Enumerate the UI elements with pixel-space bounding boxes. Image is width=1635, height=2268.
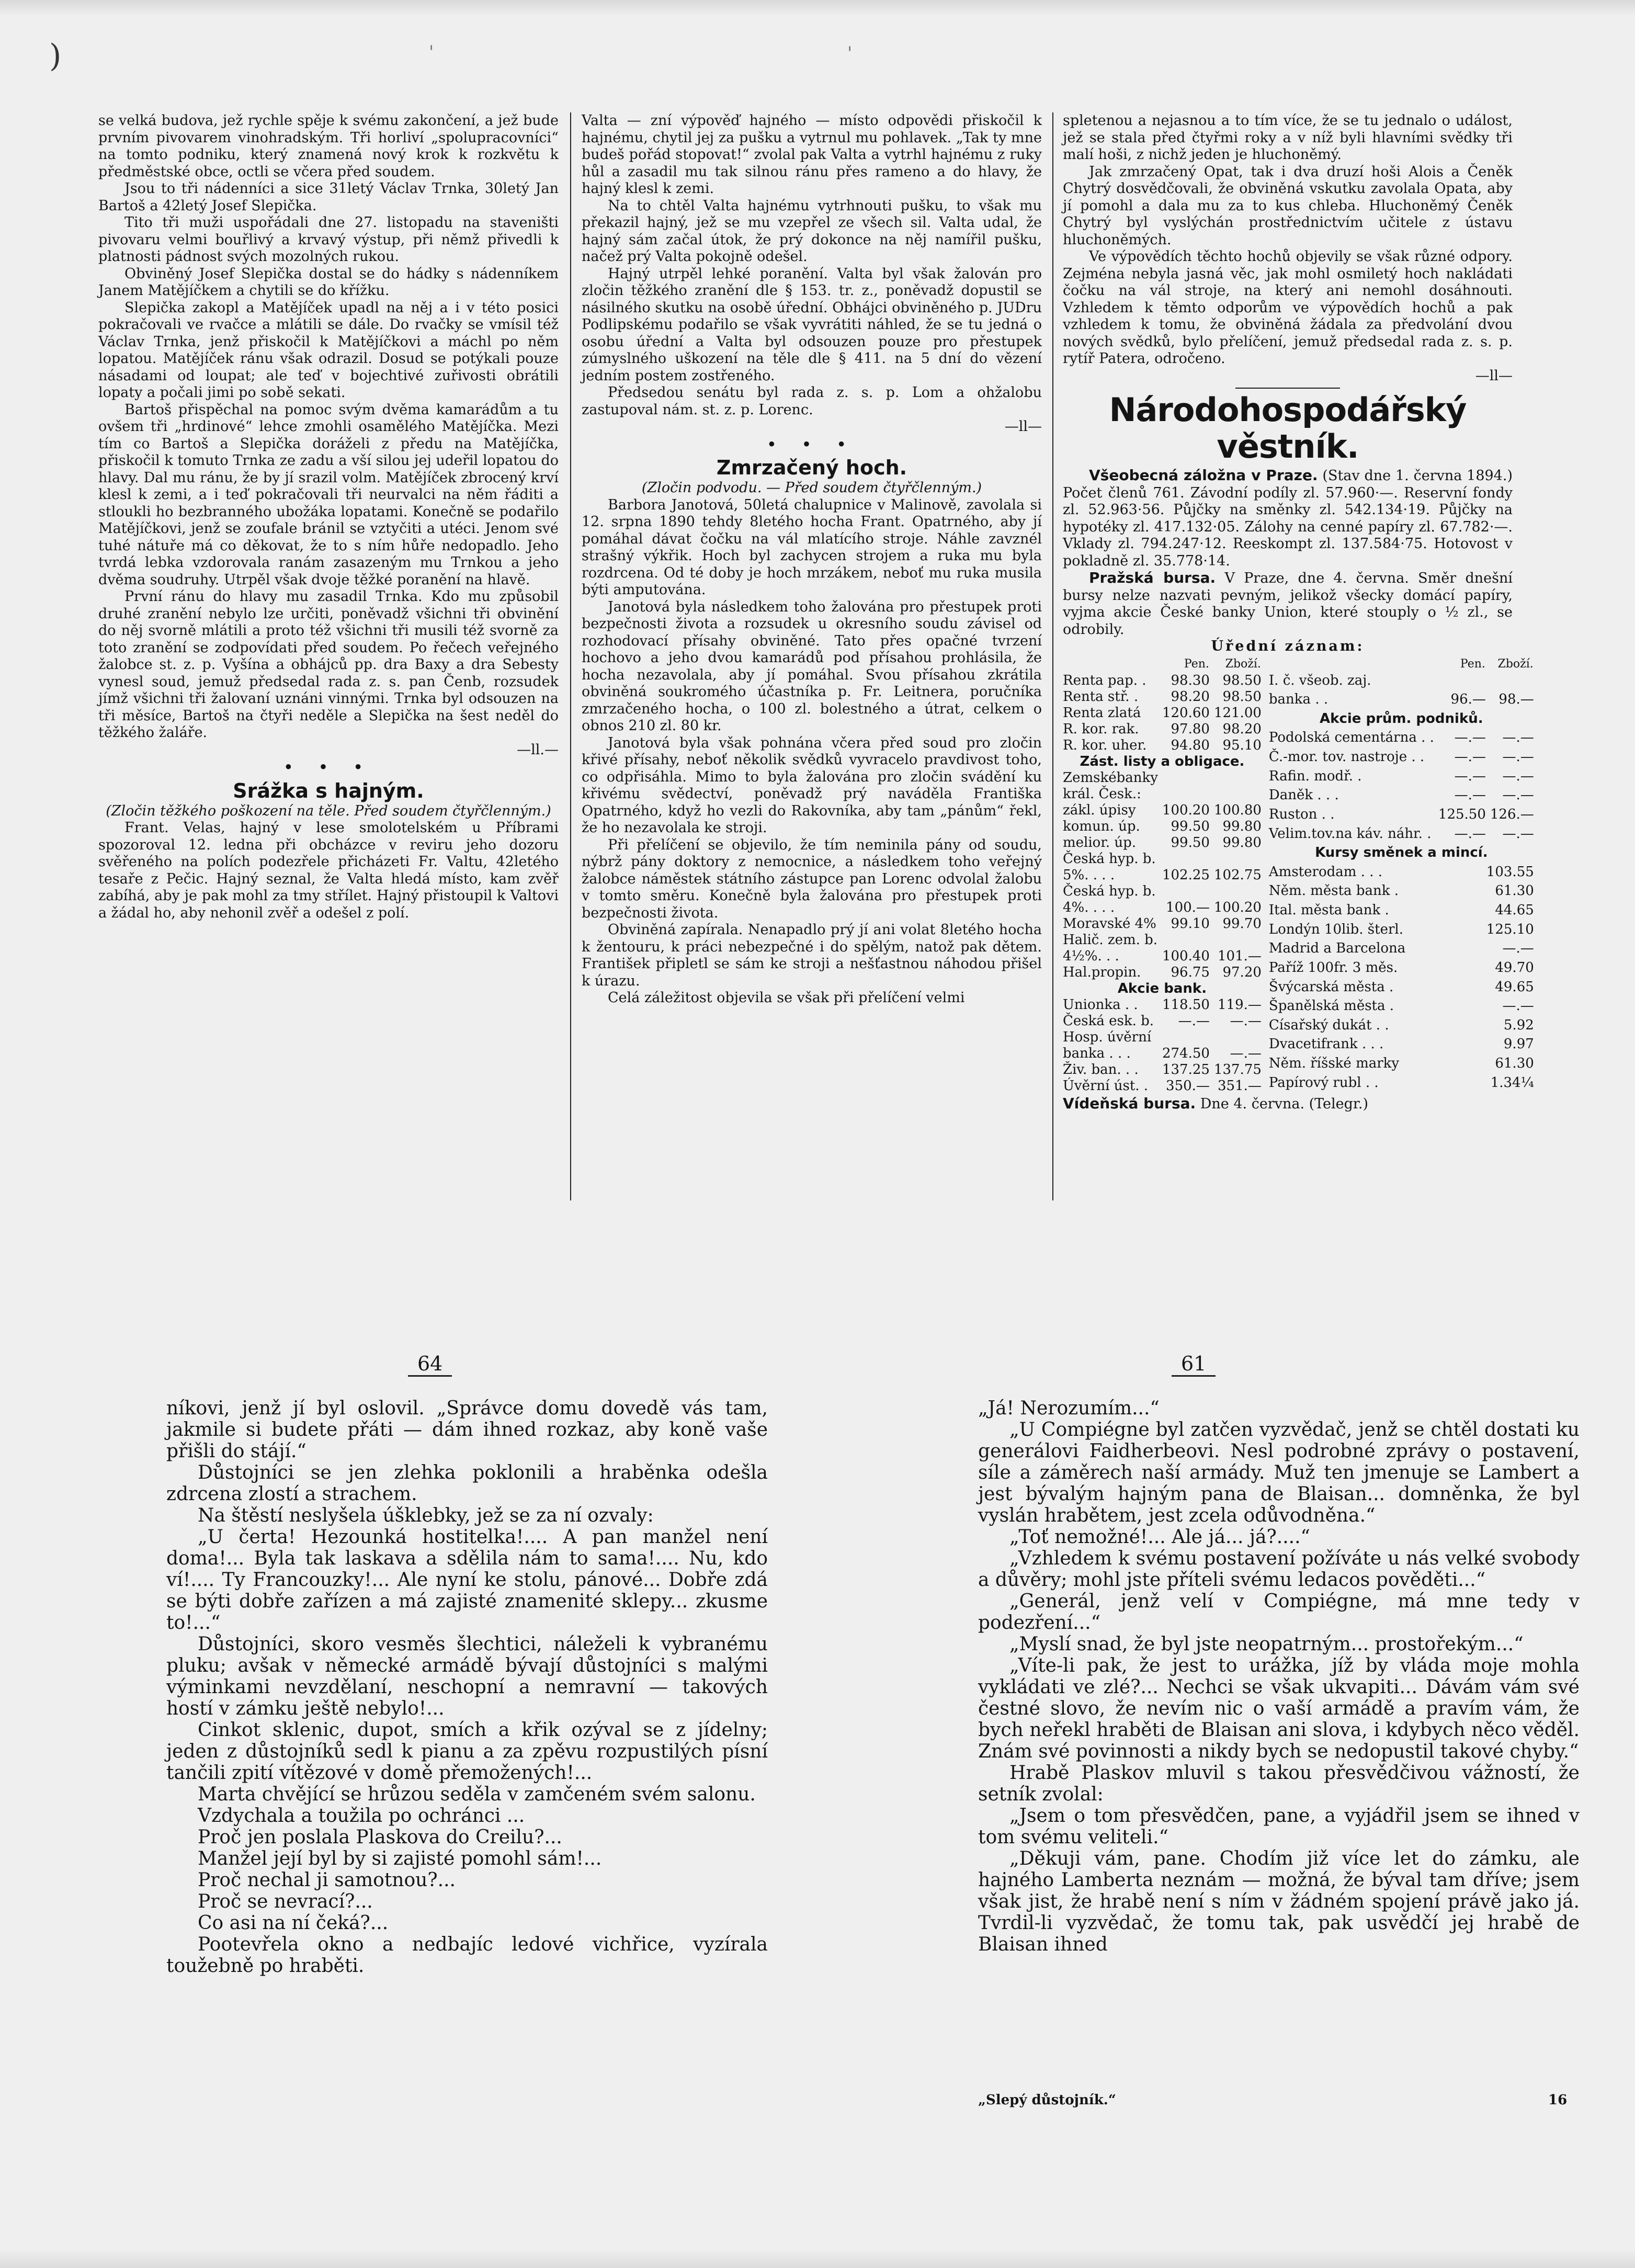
economy-paragraph — [1063, 1095, 1513, 1113]
author-signature: —ll— — [1004, 418, 1042, 435]
article-paragraph: Hajný utrpěl lehké poranění. Valta byl však žalován pro zločin těžkého zranění dle § 153. tr. z., poněvadž dopustil se násilného skutku na osobě úřední. Obhájci obviněného p. JUDru Podlipskému podařilo se však vyvrátiti náhled, že se tu jedná o osobu úřední a Valta byl odsouzen pouze pro přestupek zúmyslného uškození na těle dle § 411. na 5 dní do vězení jedním postem zostřeného. — [582, 265, 1042, 384]
column-header: Zboží. — [1497, 657, 1534, 671]
rate-name: Renta stř. . — [1063, 688, 1139, 705]
rates-row — [1063, 867, 1262, 883]
rate-zbozi: 351.— — [1218, 1078, 1262, 1094]
rates-row — [1269, 883, 1534, 902]
rates-row — [1063, 705, 1262, 721]
rates-row — [1269, 691, 1534, 711]
book-paragraph: Marta chvějící se hrůzou seděla v zamčeném svém salonu. — [198, 1784, 756, 1805]
rates-row — [1269, 1017, 1534, 1037]
rates-row — [1063, 721, 1262, 738]
rate-pen: 102.25 — [1162, 867, 1210, 883]
rates-row — [1063, 673, 1262, 689]
rate-value: 5.92 — [1503, 1017, 1534, 1033]
article-paragraph: Valta — zní výpověď hajného — místo odpovědi přiskočil k hajnému, chytil jej za pušku a vytrnul mu pohlavek. „Tak ty mne budeš pořád stopovat!“ zvolal pak Valta a vytrhl hajnému z ruky hůl a zasadil mu tak silnou ránu přes rameno a do hlavy, že hajný klesl k zemi. — [582, 112, 1042, 197]
book-paragraph: Důstojníci, skoro vesměs šlechtici, náleželi k vybranému pluku; avšak v německé armádě bývají důstojníci s malými výminkami nevzdělaní, neschopní a nemravní — takových hostí v zámku ještě nebylo!... — [166, 1634, 768, 1719]
rate-zbozi: 137.75 — [1213, 1061, 1262, 1078]
rate-zbozi: —.— — [1502, 730, 1534, 746]
author-signature: —ll.— — [517, 741, 559, 758]
book-paragraph: Manžel její byl by si zajisté pomohl sám!... — [198, 1848, 602, 1869]
rate-pen: 100.40 — [1162, 948, 1210, 964]
rate-zbozi — [1210, 786, 1262, 802]
rates-table-left — [1063, 655, 1262, 1094]
rates-category: Akcie prům. podniků. — [1320, 710, 1483, 727]
column-header: Pen. — [1460, 657, 1485, 671]
rate-pen — [1158, 786, 1210, 802]
book-paragraph: Na štěstí neslyšela úšklebky, jež se za ní ozvaly: — [198, 1505, 654, 1526]
rates-row — [1063, 883, 1262, 900]
economy-paragraph — [1063, 570, 1513, 638]
rate-pen: 118.50 — [1162, 996, 1210, 1013]
scan-mark: ' — [429, 42, 434, 63]
rates-row — [1063, 932, 1262, 948]
rate-pen — [1434, 673, 1486, 692]
rate-pen: —.— — [1454, 768, 1486, 784]
rate-value: 9.97 — [1503, 1036, 1534, 1052]
rate-zbozi: 100.80 — [1213, 802, 1262, 818]
rates-category: Zást. listy a obligace. — [1080, 753, 1245, 769]
rate-name: Papírový rubl . . — [1268, 1074, 1379, 1091]
rate-name: Unionka . . — [1063, 996, 1138, 1013]
rate-name: Ital. města bank . — [1268, 902, 1389, 918]
rate-name: Úvěrní úst. . — [1063, 1078, 1149, 1094]
article-paragraph: Na to chtěl Valta hajnému vytrhnouti pušku, to však mu překazil hajný, jež se mu vzepřel ze všech sil. Valta udal, že hajný sám začal útok, že prý dokonce na něj namířil pušku, načež prý Valta pokojně odešel. — [582, 197, 1042, 265]
book-paragraph: Proč nechal ji samotnou?... — [198, 1869, 456, 1891]
article-subheadline: (Zločin těžkého poškození na těle. Před soudem čtyřčlenným.) — [106, 802, 551, 819]
rate-zbozi: 99.80 — [1222, 834, 1262, 850]
rate-value: 49.70 — [1495, 959, 1534, 976]
book-paragraph: Proč se nevrací?... — [198, 1891, 373, 1912]
rate-name: Zemskébanky — [1063, 769, 1158, 786]
rate-zbozi: 98.50 — [1222, 688, 1262, 705]
rate-pen: 96.— — [1450, 691, 1486, 708]
rate-name: R. kor. uher. — [1063, 737, 1147, 753]
rate-zbozi: —.— — [1502, 787, 1534, 803]
article-headline: Zmrzačený hoch. — [716, 456, 907, 479]
rate-name: zákl. úpisy — [1063, 802, 1136, 818]
rates-category: Akcie bank. — [1117, 980, 1207, 996]
rates-row — [1063, 802, 1262, 819]
rate-name: Velim.tov.na káv. náhr. . — [1268, 825, 1432, 842]
rate-name: Renta pap. . — [1063, 672, 1146, 688]
book-paragraph: Vzdychala a toužila po ochránci ... — [198, 1805, 525, 1827]
rate-pen — [1158, 770, 1210, 786]
rate-name: Hal.propin. — [1063, 964, 1141, 980]
rate-zbozi: —.— — [1230, 1013, 1262, 1029]
rate-pen: —.— — [1454, 787, 1486, 803]
article-paragraph: Obviněný Josef Slepička dostal se do hádky s nádenníkem Janem Matějíčkem a chytili se do křížku. — [98, 265, 559, 299]
rates-row — [1063, 738, 1262, 754]
rate-zbozi: 97.20 — [1222, 964, 1262, 980]
article-paragraph: Slepička zakopl a Matějíček upadl na něj a i v této posici pokračovali ve rvačce a mlátili se dále. Do rvačky se vmísil též Václav Trnka, jenž přiskočil k Matějíčkovi a máchl po něm lopatou. Matějíček ránu však odrazil. Dosud se potýkali pouze násadami od loupat; ale teď v bojechtivé zuřivosti obrátili lopaty a počali jimi po sobě sekati. — [98, 299, 559, 401]
rate-value: 61.30 — [1495, 883, 1534, 899]
book-paragraph: „Děkuji vám, pane. Chodím již více let do zámku, ale hajného Lamberta neznám — možná, že býval tam dříve; jsem však jist, že hrabě není s ním v žádném spojení právě jako já. Tvrdil-li vyzvědač, že tomu tak, pak usvědčí jej hrabě de Blaisan ihned — [978, 1848, 1580, 1955]
rates-row — [1063, 997, 1262, 1013]
rates-row — [1269, 902, 1534, 922]
rates-heading: Úřední záznam: — [1211, 638, 1365, 654]
rates-row — [1063, 819, 1262, 835]
rate-zbozi: 99.80 — [1222, 818, 1262, 834]
economy-text: V Praze, dne 4. června. Směr dnešní bursy nelze nazvati pevným, jelikož všecky domácí papíry, vyjma akcie České banky Union, které stouply o ½ zl., se odrobily. — [1063, 570, 1513, 638]
rates-row — [1269, 807, 1534, 826]
rate-zbozi: 119.— — [1218, 996, 1262, 1013]
article-paragraph: Předsedou senátu byl rada z. s. p. Lom a ohžalobu zastupoval nám. st. z. p. Lorenc. — [582, 384, 1042, 418]
rate-zbozi — [1210, 932, 1262, 948]
rates-tables — [1063, 655, 1534, 1094]
book-footer-title: „Slepý důstojník.“ — [978, 2092, 1116, 2108]
rates-row — [1063, 1013, 1262, 1029]
rate-pen: 120.60 — [1162, 705, 1210, 721]
newspaper-column-1 — [98, 112, 559, 1200]
rate-pen — [1158, 932, 1210, 948]
rate-pen: 99.50 — [1171, 834, 1210, 850]
rate-name: Císařský dukát . . — [1268, 1017, 1389, 1033]
rate-zbozi: 101.— — [1218, 948, 1262, 964]
book-paragraph: Důstojníci se jen zlehka poklonili a hraběnka odešla zdrcena zlostí a strachem. — [166, 1462, 768, 1505]
rates-row — [1269, 998, 1534, 1017]
rates-row — [1269, 940, 1534, 960]
section-rule — [1235, 388, 1340, 389]
rate-value: 49.65 — [1495, 979, 1534, 995]
rate-zbozi — [1210, 1029, 1262, 1046]
author-signature: —ll— — [1475, 367, 1513, 384]
rates-row — [1063, 689, 1262, 705]
rate-value: 61.30 — [1495, 1056, 1534, 1072]
rates-row — [1269, 768, 1534, 788]
rates-category: Kursy směnek a mincí. — [1315, 845, 1488, 861]
book-paragraph: „Myslí snad, že byl jste neopatrným... prostořekým...“ — [1009, 1634, 1524, 1655]
rate-pen — [1158, 1029, 1210, 1046]
book-footer-number: 16 — [1548, 2092, 1568, 2108]
article-paragraph: Frant. Velas, hajný v lese smolotelském u Příbrami spozoroval 12. ledna při obcházce v reviru jeho dozoru svěřeného na polích podezřele přicházeti Fr. Valtu, 42letého tesaře z Pečic. Hajný seznal, že Valta hledá místo, kam zvěř zabíhá, aby je pak mohl za tmy střílet. Hajný přistoupil k Valtovi a žádal ho, aby nehonil zvěř a odešel z polí. — [98, 820, 559, 921]
rate-pen: —.— — [1454, 730, 1486, 746]
book-paragraph: „U Compiégne byl zatčen vyzvědač, jenž se chtěl dostati ku generálovi Faidherbeovi. Nesl podrobné zprávy o postavení, síle a záměrech naší armády. Muž ten jmenuje se Lambert a jest bývalým hajným pana de Blaisan... domněnka, že byl vyslán hrabětem, jest zcela odůvodněna.“ — [978, 1419, 1580, 1526]
rate-zbozi: —.— — [1502, 825, 1534, 842]
article-paragraph: První ránu do hlavy mu zasadil Trnka. Kdo mu způsobil druhé zranění nebylo lze určiti, poněvadž všichni tři obvinění do něj svorně mlátili a proto též všichni tři musili též svorně za toto zranění se zodpovídati před soudem. Po řečech veřejného žalobce st. z. p. Vyšína a obhájců pp. dra Baxy a dra Sebesty vynesl soud, jemuž předsedal rada z. s. pan Čenb, rozsudek jímž všichni tři žalovaní uznáni vinnými. Trnka byl odsouzen na tři měsíce, Bartoš na čtyři neděle a Slepička na šest neděl do těžkého žaláře. — [98, 588, 559, 741]
rates-row — [1269, 1036, 1534, 1056]
rate-zbozi: —.— — [1230, 1045, 1262, 1061]
column-divider — [570, 112, 571, 1200]
rate-name: Česká esk. b. — [1063, 1013, 1154, 1029]
article-paragraph: spletenou a nejasnou a to tím více, že se tu jednalo o událost, jež se stala před čtyřmi roky a v níž byli hlavními svědky tři malí hoši, z nichž jeden je hluchoněmý. — [1063, 112, 1513, 163]
rate-pen: 98.30 — [1171, 672, 1210, 688]
rate-name: komun. úp. — [1063, 818, 1140, 834]
rate-name: melior. úp. — [1063, 834, 1137, 850]
scan-mark: ) — [49, 38, 62, 74]
rate-value: 125.10 — [1486, 921, 1534, 937]
rate-pen: 99.50 — [1171, 818, 1210, 834]
rate-zbozi — [1210, 770, 1262, 786]
page-number: 64 — [408, 1352, 452, 1377]
rate-value: 103.55 — [1486, 864, 1534, 880]
article-paragraph: Tito tři muži uspořádali dne 27. listopadu na staveništi pivovaru velmi bouřlivý a krvavý výstup, při němž přivedli k platnosti pádnost svých mozolných rukou. — [98, 214, 559, 265]
rate-pen: 274.50 — [1162, 1045, 1210, 1061]
rate-zbozi: 98.50 — [1222, 672, 1262, 688]
rate-name: Londýn 10lib. šterl. — [1268, 921, 1403, 937]
book-page-right — [978, 1398, 1580, 2083]
rate-name: Moravské 4% — [1063, 915, 1156, 932]
rate-zbozi — [1486, 673, 1534, 692]
book-paragraph: Pootevřela okno a nedbajíc ledové vichřice, vyzírala toužebně po hraběti. — [166, 1934, 768, 1977]
economy-subtitle: Všeobecná záložna v Praze. — [1089, 467, 1318, 484]
rate-pen: 99.10 — [1171, 915, 1210, 932]
article-headline: Srážka s hajným. — [233, 779, 424, 802]
book-paragraph: „Toť nemožné!... Ale já... já?....“ — [1009, 1526, 1310, 1548]
book-paragraph: „Jsem o tom přesvědčen, pane, a vyjádřil jsem se ihned v tom svému veliteli.“ — [978, 1805, 1580, 1848]
book-page-left — [166, 1398, 768, 2025]
rate-zbozi: 98.20 — [1222, 721, 1262, 737]
rate-pen: 97.80 — [1171, 721, 1210, 737]
rate-name: Podolská cementárna . . — [1268, 730, 1434, 746]
rate-zbozi: 98.— — [1498, 691, 1534, 708]
rates-row — [1063, 1029, 1262, 1046]
article-paragraph: Barbora Janotová, 50letá chalupnice v Malinově, zavolala si 12. srpna 1890 tehdy 8letého hocha Frant. Opatrného, aby jí pomáhal dávat čočku na vál mlatícího stroje. Náhle zavznél strašný výkřik. Hoch byl zachycen strojem a ruka mu byla rozdrcena. Od té doby je hoch mrzákem, neboť mu ruka musila býti amputována. — [582, 496, 1042, 598]
rate-pen: 94.80 — [1171, 737, 1210, 753]
rate-name: Česká hyp. b. — [1063, 883, 1156, 899]
book-paragraph: Hrabě Plaskov mluvil s takou přesvědčivou vážností, že setník zvolal: — [978, 1762, 1580, 1805]
rate-name: Švýcarská města . — [1268, 979, 1394, 995]
rate-name: Renta zlatá — [1063, 705, 1141, 721]
rate-zbozi: 121.00 — [1213, 705, 1262, 721]
rate-name: I. č. všeob. zaj. — [1268, 672, 1371, 688]
book-paragraph: „Generál, jenž velí v Compiégne, má mne tedy v podezření...“ — [978, 1591, 1580, 1634]
rate-name: Rafin. modř. . — [1268, 768, 1362, 784]
rate-name: Paříž 100fr. 3 měs. — [1268, 959, 1398, 976]
rate-zbozi: 99.70 — [1222, 915, 1262, 932]
rate-value: 1.34¼ — [1490, 1074, 1534, 1091]
article-paragraph: Při přelíčení se objevilo, že tím neminila pány od soudu, nýbrž pány doktory z nemocnice, a následkem toho veřejný žalobce náměstek státního zástupce pan Lorenc odvolal žalobu v tomto směru. Konečně byla žalována pro přestupek proti bezpečnosti života. — [582, 836, 1042, 921]
rate-name: Madrid a Barcelona — [1268, 940, 1406, 957]
rate-value: —.— — [1502, 940, 1534, 957]
rate-zbozi: 100.20 — [1213, 899, 1262, 915]
rate-name: Amsterodam . . . — [1268, 864, 1382, 880]
rate-name: Živ. ban. . . — [1063, 1061, 1139, 1078]
article-paragraph: Janotová byla následkem toho žalována pro přestupek proti bezpečnosti života a rozsudek u okresního soudu závisel od rozhodovací přísahy obviněné. Tato přes opačné tvrzení hochovo a jeho dvou kamarádů pod přísahou prohlásila, že hocha nezavolala, aby jí pomáhal. Svou přísahou zkrátila obviněná soukromého účastníka p. Fr. Leitnera, poručníka zmrzačeného hocha, o 100 zl. bolestného a útrat, celkem o obnos 210 zl. 80 kr. — [582, 598, 1042, 734]
rate-pen: 98.20 — [1171, 688, 1210, 705]
rate-name: banka . . — [1268, 691, 1329, 708]
rates-table-right — [1269, 655, 1534, 1094]
rates-row — [1269, 673, 1534, 692]
section-separator: • • • — [283, 759, 373, 776]
rate-name: Daněk . . . — [1268, 787, 1339, 803]
rate-name: banka . . . — [1063, 1045, 1131, 1061]
rates-row — [1063, 900, 1262, 916]
rates-row — [1269, 826, 1534, 845]
economy-text: (Stav dne 1. června 1894.) Počet členů 761. Závodní podíly zl. 57.960·—. Reservní fondy zl. 52.963·56. Půjčky na směnky zl. 542.134·19. Půjčky na hypotéky zl. 417.132·05. Zálohy na cenné papíry zl. 67.782·—. Vklady zl. 794.247·12. Reeskompt zl. 137.584·75. Hotovost v pokladně zl. 35.778·14. — [1063, 468, 1513, 569]
rate-pen: —.— — [1178, 1013, 1210, 1029]
economy-text: Dne 4. června. (Telegr.) — [1200, 1095, 1368, 1112]
rate-pen: 100.20 — [1162, 802, 1210, 818]
rate-name: Dvacetifrank . . . — [1268, 1036, 1384, 1052]
rate-zbozi: —.— — [1502, 768, 1534, 784]
rates-row — [1063, 770, 1262, 786]
rates-row — [1063, 1062, 1262, 1078]
page-number: 61 — [1172, 1352, 1216, 1377]
section-title: Národohospodářský věstník. — [1109, 391, 1467, 466]
economy-subtitle: Pražská bursa. — [1089, 569, 1216, 586]
section-separator: • • • — [767, 436, 857, 453]
rates-row — [1269, 922, 1534, 941]
rate-zbozi: —.— — [1502, 749, 1534, 765]
rate-name: Ruston . . — [1268, 806, 1335, 822]
rate-pen: 125.50 — [1438, 806, 1486, 822]
rate-zbozi: 95.10 — [1222, 737, 1262, 753]
rate-pen: 350.— — [1166, 1078, 1210, 1094]
rate-pen: 100.— — [1166, 899, 1210, 915]
rate-name: král. Česk.: — [1063, 786, 1141, 802]
newspaper-column-2 — [582, 112, 1042, 1200]
rate-zbozi: 102.75 — [1213, 867, 1262, 883]
rates-row — [1063, 965, 1262, 981]
book-paragraph: Co asi na ní čeká?... — [198, 1912, 389, 1934]
rate-name: R. kor. rak. — [1063, 721, 1139, 737]
rates-row — [1269, 979, 1534, 999]
rate-name: 4½%. . . — [1063, 948, 1119, 964]
article-paragraph: Obviněná zapírala. Nenapadlo prý jí ani volat 8letého hocha k žentouru, k práci nebezpečné i do spělým, natož pak dětem. František připletl se sám ke stroji a nešťastnou náhodou přišel k úrazu. — [582, 922, 1042, 989]
column-header: Pen. — [1184, 657, 1209, 671]
rate-name: Česká hyp. b. — [1063, 850, 1156, 867]
article-paragraph: Celá záležitost objevila se však při přelíčení velmi — [608, 990, 965, 1006]
rate-pen — [1158, 883, 1210, 900]
rate-zbozi — [1210, 851, 1262, 867]
book-paragraph: „U čerta! Hezounká hostitelka!.... A pan manžel není doma!... Byla tak laskava a sdělila nám to sama!.... Nu, kdo ví!.... Ty Francouzky!... Ale nyní ke stolu, pánové... Dobře zdá se býti dobře zařízen a má zajisté znamenité sklepy... zkusme to!...“ — [166, 1526, 768, 1634]
article-paragraph: Jak zmrzačený Opat, tak i dva druzí hoši Alois a Čeněk Chytrý dosvědčovali, že obviněná vskutku zavolala Opata, aby jí pomohl a dala mu za to kus chleba. Hluchoněmý Čeněk Chytrý byl vyslýchán prostřednictvím učitele z ústavu hluchoněmých. — [1063, 163, 1513, 248]
rate-pen: —.— — [1454, 749, 1486, 765]
book-paragraph: „Já! Nerozumím...“ — [978, 1398, 1160, 1419]
rates-row — [1269, 787, 1534, 807]
economy-subtitle: Vídeňská bursa. — [1063, 1094, 1196, 1112]
column-divider — [1052, 112, 1053, 1200]
rates-row — [1063, 851, 1262, 867]
rates-row — [1063, 835, 1262, 851]
rates-row — [1269, 960, 1534, 979]
rates-row — [1269, 1056, 1534, 1075]
rate-name: 4%. . . . — [1063, 899, 1115, 915]
rates-row — [1063, 1046, 1262, 1062]
article-paragraph: se velká budova, jež rychle spěje k svému zakončení, a jež bude prvním pivovarem vinohradským. Tři horliví „spolupracovníci“ na tomto podniku, který znamená nový krok k rozkvětu k předměstské obce, octli se včera před soudem. — [98, 112, 559, 180]
article-subheadline: (Zločin podvodu. — Před soudem čtyřčlenným.) — [641, 480, 982, 496]
rate-name: 5%. . . . — [1063, 867, 1115, 883]
rates-row — [1063, 786, 1262, 802]
rates-row — [1063, 1078, 1262, 1094]
rate-name: Něm. říšské marky — [1268, 1056, 1400, 1072]
scan-mark: ' — [847, 43, 853, 64]
rates-row — [1269, 1075, 1534, 1094]
article-paragraph: Janotová byla však pohnána včera před soud pro zločin křivé přísahy, neboť několik svědků vyvracelo pravdivost toho, co odpřisáhla. Mimo to byla žalována pro zločin svádění ku křivému svědectví, poněvadž prý naváděla Františka Opatrného, když ho vezli do Rakovníka, aby tam „pánům“ řekl, že ho nezavolala ke stroji. — [582, 734, 1042, 836]
rate-value: —.— — [1502, 998, 1534, 1014]
article-paragraph: Jsou to tři nádenníci a sice 31letý Václav Trnka, 30letý Jan Bartoš a 42letý Josef Slepička. — [98, 180, 559, 214]
rate-name: Španělská města . — [1268, 998, 1394, 1014]
rates-row — [1063, 948, 1262, 965]
rates-row — [1063, 916, 1262, 932]
economy-paragraph — [1063, 467, 1513, 570]
rate-pen — [1158, 851, 1210, 867]
rate-pen: 137.25 — [1162, 1061, 1210, 1078]
rates-row — [1269, 864, 1534, 883]
rate-zbozi — [1210, 883, 1262, 900]
article-paragraph: Bartoš přispěchal na pomoc svým dvěma kamarádům a tu ovšem tři „hrdinové“ lehce zmohli osamělého Matějíčka. Mezi tím co Bartoš a Slepička doráželi z předu na Matějíčka, přiskočil k tomuto Trnka ze zadu a vší silou jej udeřil lopatou do hlavy. Dal mu ránu, že by jí srazil volm. Matějíček zbrocený krví klesl k zemi, a i teď pokračovali tři neurvalci na něm řáditi a stloukli ho bezbranného ubožáka lopatami. Konečně se podařilo Matějíčkovi, jenž se zoufale bránil se vztyčiti a utéci. Jenom své tuhé nátuře má co děkovat, že to s ním hůře nedopadlo. Jeho tvrdá lebka vzdorovala ranám zasazeným mu Trnkou a jeho dvěma soudruhy. Utrpěl však dvoje těžké poranění na hlavě. — [98, 401, 559, 588]
rates-row — [1269, 730, 1534, 749]
rate-value: 44.65 — [1495, 902, 1534, 918]
rate-zbozi: 126.— — [1490, 806, 1534, 822]
book-paragraph: Cinkot sklenic, dupot, smích a křik ozýval se z jídelny; jeden z důstojníků sedl k pianu a za zpěvu rozpustilých písní tančili zpití vítězové v domě přemožených!... — [166, 1719, 768, 1784]
book-paragraph: Proč jen poslala Plaskova do Creilu?... — [198, 1827, 562, 1848]
book-paragraph: „Víte-li pak, že jest to urážka, jíž by vláda moje mohla vykládati ve zlé?... Nechci se však ukvapiti... Dávám vám své čestné slovo, že nevím nic o vaší armádě a pravím vám, že bych neřekl hraběti de Blaisan ani slova, i kdybych něco věděl. Znám své povinnosti a nikdy bych se nedopustil takové chyby.“ — [978, 1655, 1580, 1762]
column-header: Zboží. — [1225, 657, 1261, 671]
newspaper-column-3 — [1063, 112, 1534, 1206]
rate-name: Něm. města bank . — [1268, 883, 1399, 899]
rate-pen: —.— — [1454, 825, 1486, 842]
rate-name: Č.-mor. tov. nastroje . . — [1268, 749, 1425, 765]
book-paragraph: níkovi, jenž jí byl oslovil. „Správce domu dovedě vás tam, jakmile si budete přáti — dám ihned rozkaz, aby koně vaše přišli do stájí.“ — [166, 1398, 768, 1462]
article-paragraph: Ve výpovědích těchto hochů objevily se však různé odpory. Zejména nebyla jasná věc, jak mohl osmiletý hoch nakládati čočku na vál stroje, na který ani nemohl dosáhnouti. Vzhledem k těmto odporům ve výpovědích hochů a pak vzhledem k tomu, že obviněná žádala za předvolání dvou nových svědků, bylo přelíčení, jemuž předsedal rada z. s. p. rytíř Patera, odročeno. — [1063, 248, 1513, 367]
rate-pen: 96.75 — [1171, 964, 1210, 980]
book-paragraph: „Vzhledem k svému postavení požíváte u nás velké svobody a důvěry; mohl jste příteli svému ledacos pověděti...“ — [978, 1548, 1580, 1591]
rate-name: Hosp. úvěrní — [1063, 1029, 1152, 1045]
rate-name: Halič. zem. b. — [1063, 932, 1158, 948]
rates-row — [1269, 749, 1534, 768]
